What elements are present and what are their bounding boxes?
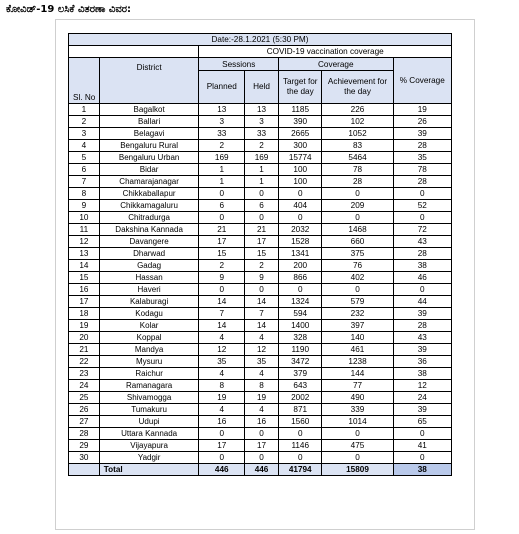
total-achievement: 15809 [322, 464, 393, 476]
cell-planned: 0 [199, 188, 245, 200]
cell-target: 100 [279, 176, 322, 188]
cell-district: Koppal [99, 332, 199, 344]
cell-planned: 0 [199, 428, 245, 440]
table-row [69, 452, 452, 464]
cell-held: 16 [245, 416, 279, 428]
cell-target: 594 [279, 308, 322, 320]
cell-achievement: 1468 [322, 224, 393, 236]
cell-achievement: 77 [322, 380, 393, 392]
cell-district: Haveri [99, 284, 199, 296]
cell-achievement: 5464 [322, 152, 393, 164]
cell-held: 33 [245, 128, 279, 140]
table-row [69, 368, 452, 380]
table-row [69, 224, 452, 236]
cell-pct: 39 [393, 128, 451, 140]
cell-sl: 25 [69, 392, 100, 404]
cell-district: Gadag [99, 260, 199, 272]
table-row [69, 128, 452, 140]
cell-district: Ballari [99, 116, 199, 128]
cell-sl: 27 [69, 416, 100, 428]
document-heading: ಕೋವಿಡ್-19 ಲಸಿಕೆ ವಿತರಣಾ ವಿವರ: [6, 4, 132, 15]
cell-target: 379 [279, 368, 322, 380]
cell-achievement: 78 [322, 164, 393, 176]
cell-pct: 72 [393, 224, 451, 236]
cell-planned: 16 [199, 416, 245, 428]
cell-pct: 39 [393, 344, 451, 356]
table-row [69, 236, 452, 248]
cell-pct: 38 [393, 368, 451, 380]
cell-pct: 28 [393, 176, 451, 188]
cell-pct: 44 [393, 296, 451, 308]
table-row [69, 248, 452, 260]
cell-target: 1560 [279, 416, 322, 428]
header-sessions: Sessions [199, 58, 279, 71]
cell-target: 1528 [279, 236, 322, 248]
cell-district: Kolar [99, 320, 199, 332]
cell-planned: 14 [199, 296, 245, 308]
cell-held: 17 [245, 440, 279, 452]
cell-sl: 26 [69, 404, 100, 416]
cell-achievement: 579 [322, 296, 393, 308]
cell-target: 0 [279, 428, 322, 440]
title-spacer [69, 46, 199, 58]
cell-sl: 21 [69, 344, 100, 356]
cell-pct: 19 [393, 104, 451, 116]
cell-district: Shivamogga [99, 392, 199, 404]
cell-held: 2 [245, 260, 279, 272]
header-achievement: Achievement for the day [322, 71, 393, 104]
cell-district: Chikkaballapur [99, 188, 199, 200]
header-sl-no: Sl. No [69, 58, 100, 104]
cell-held: 7 [245, 308, 279, 320]
cell-held: 3 [245, 116, 279, 128]
cell-planned: 13 [199, 104, 245, 116]
cell-sl: 3 [69, 128, 100, 140]
cell-planned: 7 [199, 308, 245, 320]
cell-achievement: 102 [322, 116, 393, 128]
cell-held: 15 [245, 248, 279, 260]
cell-held: 13 [245, 104, 279, 116]
cell-pct: 39 [393, 404, 451, 416]
cell-planned: 0 [199, 284, 245, 296]
cell-achievement: 339 [322, 404, 393, 416]
cell-pct: 0 [393, 428, 451, 440]
table-row [69, 212, 452, 224]
cell-achievement: 402 [322, 272, 393, 284]
cell-district: Dakshina Kannada [99, 224, 199, 236]
cell-sl: 1 [69, 104, 100, 116]
table-row [69, 320, 452, 332]
cell-achievement: 28 [322, 176, 393, 188]
cell-planned: 0 [199, 452, 245, 464]
cell-sl: 28 [69, 428, 100, 440]
cell-target: 2665 [279, 128, 322, 140]
cell-target: 0 [279, 284, 322, 296]
cell-planned: 169 [199, 152, 245, 164]
cell-held: 169 [245, 152, 279, 164]
total-held: 446 [245, 464, 279, 476]
header-planned: Planned [199, 71, 245, 104]
header-pct-coverage: % Coverage [393, 58, 451, 104]
table-row [69, 440, 452, 452]
header-target: Target for the day [279, 71, 322, 104]
cell-district: Chamarajanagar [99, 176, 199, 188]
cell-held: 0 [245, 188, 279, 200]
cell-held: 6 [245, 200, 279, 212]
cell-held: 0 [245, 452, 279, 464]
cell-achievement: 1238 [322, 356, 393, 368]
table-row [69, 104, 452, 116]
cell-held: 4 [245, 332, 279, 344]
cell-sl: 24 [69, 380, 100, 392]
cell-pct: 0 [393, 284, 451, 296]
cell-planned: 9 [199, 272, 245, 284]
cell-held: 14 [245, 320, 279, 332]
table-row [69, 296, 452, 308]
cell-sl: 8 [69, 188, 100, 200]
cell-pct: 0 [393, 212, 451, 224]
cell-planned: 2 [199, 140, 245, 152]
cell-sl: 10 [69, 212, 100, 224]
cell-target: 1341 [279, 248, 322, 260]
cell-planned: 35 [199, 356, 245, 368]
cell-target: 871 [279, 404, 322, 416]
cell-held: 19 [245, 392, 279, 404]
cell-achievement: 1052 [322, 128, 393, 140]
cell-target: 643 [279, 380, 322, 392]
total-planned: 446 [199, 464, 245, 476]
cell-held: 21 [245, 224, 279, 236]
cell-achievement: 232 [322, 308, 393, 320]
cell-sl: 9 [69, 200, 100, 212]
cell-achievement: 1014 [322, 416, 393, 428]
cell-pct: 0 [393, 452, 451, 464]
table-row [69, 404, 452, 416]
cell-pct: 0 [393, 188, 451, 200]
cell-sl: 7 [69, 176, 100, 188]
cell-sl: 29 [69, 440, 100, 452]
cell-district: Raichur [99, 368, 199, 380]
cell-achievement: 144 [322, 368, 393, 380]
cell-sl: 22 [69, 356, 100, 368]
cell-achievement: 660 [322, 236, 393, 248]
table-row [69, 116, 452, 128]
cell-district: Bengaluru Rural [99, 140, 199, 152]
table-row [69, 308, 452, 320]
cell-planned: 4 [199, 368, 245, 380]
cell-district: Tumakuru [99, 404, 199, 416]
table-row [69, 176, 452, 188]
header-district: District [99, 58, 199, 104]
total-label: Total [99, 464, 199, 476]
cell-sl: 11 [69, 224, 100, 236]
cell-pct: 12 [393, 380, 451, 392]
cell-achievement: 475 [322, 440, 393, 452]
cell-pct: 41 [393, 440, 451, 452]
cell-achievement: 0 [322, 212, 393, 224]
cell-achievement: 0 [322, 188, 393, 200]
cell-sl: 14 [69, 260, 100, 272]
cell-achievement: 375 [322, 248, 393, 260]
cell-pct: 28 [393, 320, 451, 332]
cell-district: Dharwad [99, 248, 199, 260]
cell-target: 866 [279, 272, 322, 284]
cell-sl: 5 [69, 152, 100, 164]
table-row [69, 152, 452, 164]
table-row [69, 332, 452, 344]
cell-achievement: 0 [322, 452, 393, 464]
cell-district: Chikkamagaluru [99, 200, 199, 212]
cell-held: 4 [245, 368, 279, 380]
table-row [69, 260, 452, 272]
cell-target: 1146 [279, 440, 322, 452]
coverage-title: COVID-19 vaccination coverage [199, 46, 452, 58]
cell-district: Yadgir [99, 452, 199, 464]
cell-achievement: 83 [322, 140, 393, 152]
cell-target: 0 [279, 452, 322, 464]
table-row [69, 380, 452, 392]
cell-planned: 2 [199, 260, 245, 272]
table-body [69, 104, 452, 464]
header-held: Held [245, 71, 279, 104]
cell-planned: 12 [199, 344, 245, 356]
cell-sl: 23 [69, 368, 100, 380]
cell-sl: 30 [69, 452, 100, 464]
table-row [69, 188, 452, 200]
cell-pct: 35 [393, 152, 451, 164]
cell-achievement: 226 [322, 104, 393, 116]
cell-pct: 43 [393, 236, 451, 248]
cell-sl: 16 [69, 284, 100, 296]
cell-planned: 3 [199, 116, 245, 128]
cell-held: 12 [245, 344, 279, 356]
cell-sl: 13 [69, 248, 100, 260]
cell-pct: 26 [393, 116, 451, 128]
table-row [69, 164, 452, 176]
cell-district: Mandya [99, 344, 199, 356]
cell-held: 4 [245, 404, 279, 416]
cell-target: 0 [279, 212, 322, 224]
cell-achievement: 76 [322, 260, 393, 272]
cell-pct: 43 [393, 332, 451, 344]
cell-pct: 24 [393, 392, 451, 404]
cell-target: 404 [279, 200, 322, 212]
cell-district: Bidar [99, 164, 199, 176]
cell-district: Bengaluru Urban [99, 152, 199, 164]
table-row [69, 140, 452, 152]
cell-sl: 2 [69, 116, 100, 128]
cell-target: 200 [279, 260, 322, 272]
cell-sl: 12 [69, 236, 100, 248]
cell-sl: 19 [69, 320, 100, 332]
cell-achievement: 209 [322, 200, 393, 212]
cell-target: 2002 [279, 392, 322, 404]
cell-district: Davangere [99, 236, 199, 248]
cell-district: Ramanagara [99, 380, 199, 392]
cell-pct: 38 [393, 260, 451, 272]
cell-held: 17 [245, 236, 279, 248]
cell-planned: 6 [199, 200, 245, 212]
cell-held: 8 [245, 380, 279, 392]
cell-district: Chitradurga [99, 212, 199, 224]
total-sl [69, 464, 100, 476]
cell-held: 0 [245, 212, 279, 224]
cell-target: 1324 [279, 296, 322, 308]
header-coverage: Coverage [279, 58, 394, 71]
table-row [69, 344, 452, 356]
cell-pct: 46 [393, 272, 451, 284]
cell-achievement: 397 [322, 320, 393, 332]
cell-target: 300 [279, 140, 322, 152]
cell-planned: 17 [199, 236, 245, 248]
cell-held: 0 [245, 428, 279, 440]
cell-held: 35 [245, 356, 279, 368]
cell-held: 1 [245, 164, 279, 176]
cell-district: Mysuru [99, 356, 199, 368]
cell-sl: 18 [69, 308, 100, 320]
cell-achievement: 490 [322, 392, 393, 404]
cell-planned: 8 [199, 380, 245, 392]
cell-target: 15774 [279, 152, 322, 164]
cell-planned: 0 [199, 212, 245, 224]
table-row [69, 356, 452, 368]
cell-planned: 19 [199, 392, 245, 404]
cell-planned: 1 [199, 164, 245, 176]
cell-achievement: 461 [322, 344, 393, 356]
cell-planned: 33 [199, 128, 245, 140]
cell-target: 1185 [279, 104, 322, 116]
cell-district: Vijayapura [99, 440, 199, 452]
cell-target: 1190 [279, 344, 322, 356]
cell-sl: 17 [69, 296, 100, 308]
cell-planned: 17 [199, 440, 245, 452]
table-row [69, 272, 452, 284]
cell-target: 100 [279, 164, 322, 176]
cell-pct: 36 [393, 356, 451, 368]
vaccination-table [68, 33, 452, 476]
cell-district: Hassan [99, 272, 199, 284]
cell-held: 1 [245, 176, 279, 188]
cell-district: Bagalkot [99, 104, 199, 116]
cell-achievement: 0 [322, 428, 393, 440]
cell-held: 2 [245, 140, 279, 152]
cell-planned: 1 [199, 176, 245, 188]
cell-achievement: 0 [322, 284, 393, 296]
table-row [69, 416, 452, 428]
table-row [69, 428, 452, 440]
cell-planned: 14 [199, 320, 245, 332]
cell-planned: 15 [199, 248, 245, 260]
cell-pct: 78 [393, 164, 451, 176]
cell-pct: 52 [393, 200, 451, 212]
cell-pct: 28 [393, 140, 451, 152]
cell-district: Kalaburagi [99, 296, 199, 308]
cell-target: 3472 [279, 356, 322, 368]
total-row [69, 464, 452, 476]
cell-target: 0 [279, 188, 322, 200]
total-target: 41794 [279, 464, 322, 476]
cell-held: 14 [245, 296, 279, 308]
cell-sl: 6 [69, 164, 100, 176]
cell-district: Kodagu [99, 308, 199, 320]
cell-district: Uttara Kannada [99, 428, 199, 440]
cell-planned: 4 [199, 332, 245, 344]
cell-planned: 4 [199, 404, 245, 416]
cell-target: 390 [279, 116, 322, 128]
cell-target: 328 [279, 332, 322, 344]
cell-sl: 20 [69, 332, 100, 344]
table-date-title: Date:-28.1.2021 (5:30 PM) [69, 34, 452, 46]
cell-target: 2032 [279, 224, 322, 236]
cell-pct: 39 [393, 308, 451, 320]
cell-pct: 28 [393, 248, 451, 260]
cell-held: 9 [245, 272, 279, 284]
table-row [69, 200, 452, 212]
cell-sl: 4 [69, 140, 100, 152]
cell-pct: 65 [393, 416, 451, 428]
cell-held: 0 [245, 284, 279, 296]
cell-district: Belagavi [99, 128, 199, 140]
cell-sl: 15 [69, 272, 100, 284]
table-row [69, 284, 452, 296]
cell-district: Udupi [99, 416, 199, 428]
cell-achievement: 140 [322, 332, 393, 344]
table-row [69, 392, 452, 404]
cell-target: 1400 [279, 320, 322, 332]
total-pct: 38 [393, 464, 451, 476]
cell-planned: 21 [199, 224, 245, 236]
